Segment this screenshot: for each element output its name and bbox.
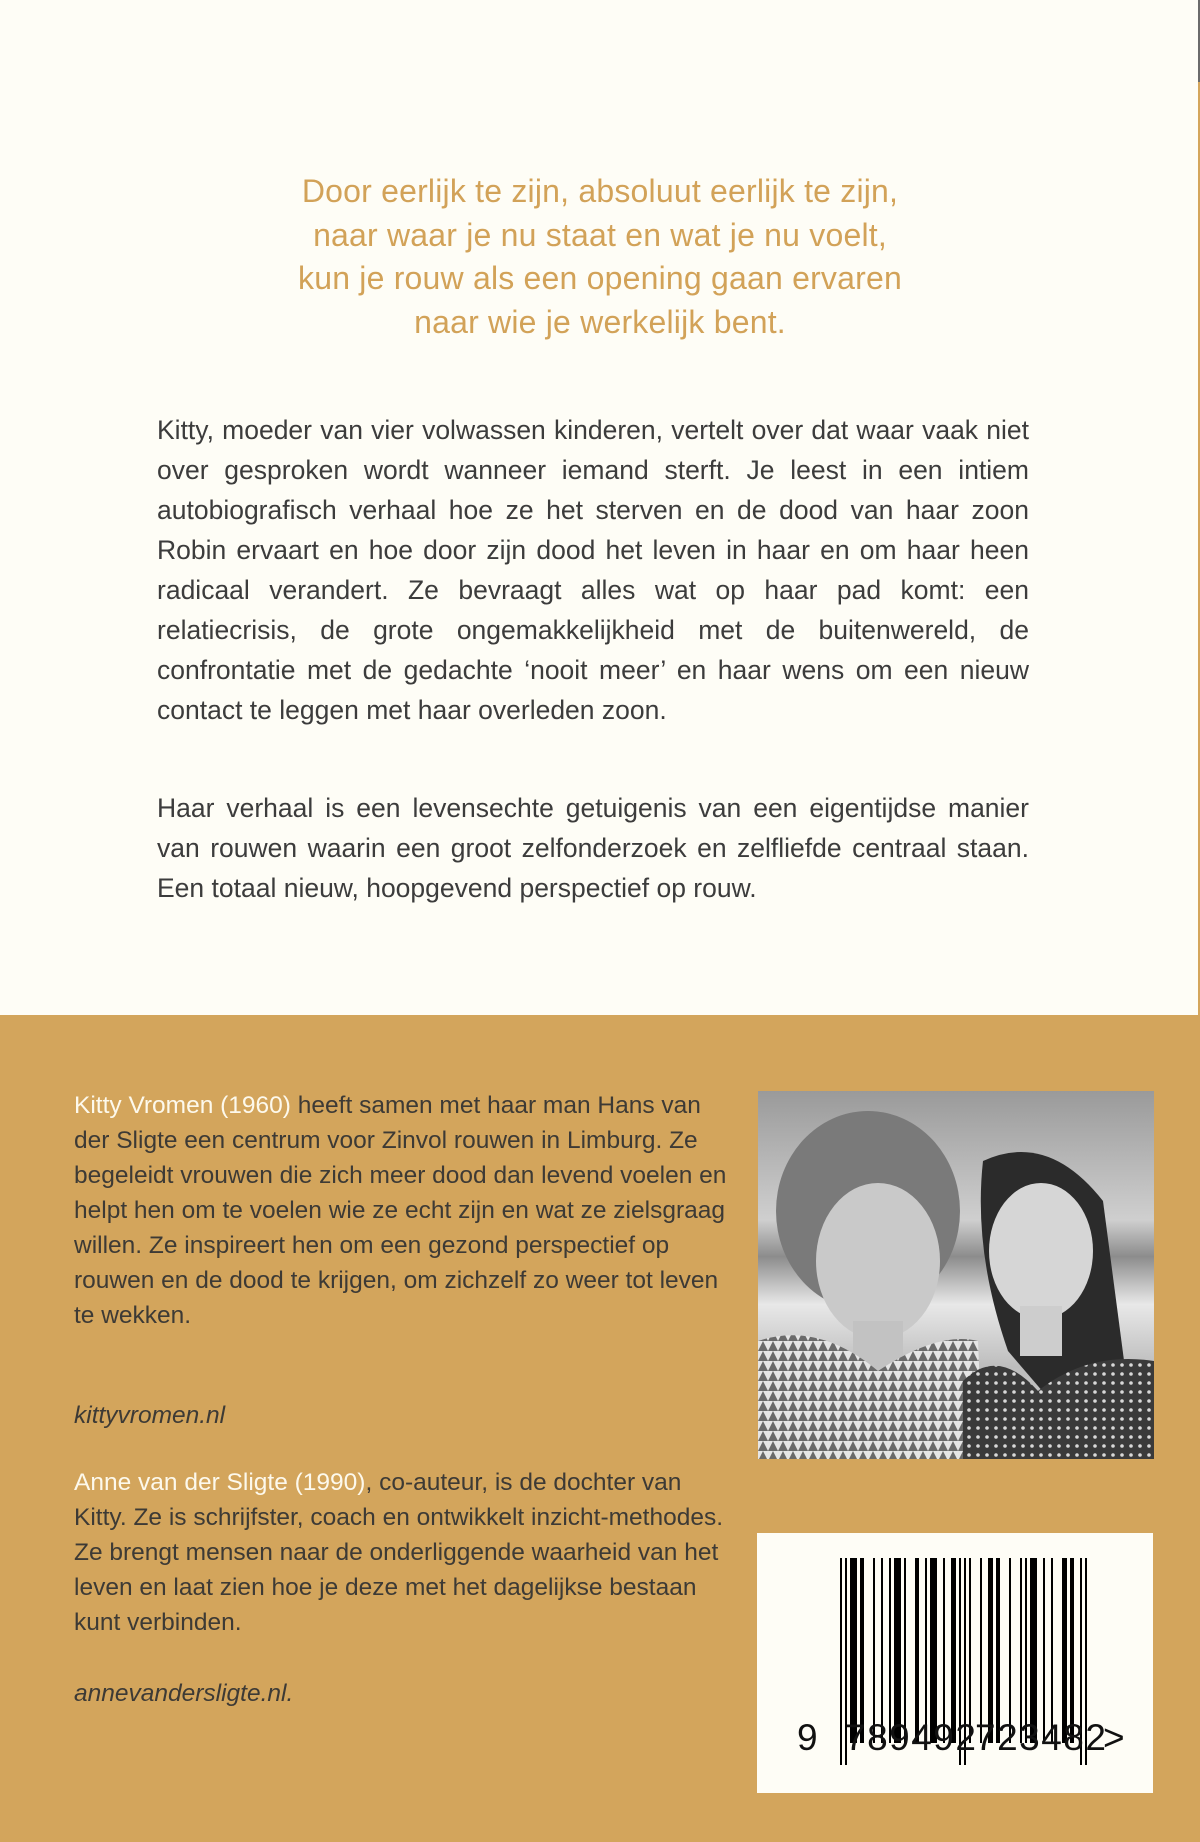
- isbn-lead-digit: 9: [797, 1717, 820, 1758]
- portrait-image: [758, 1091, 1154, 1459]
- quote-line: naar wie je werkelijk bent.: [414, 303, 786, 340]
- quote-line: kun je rouw als een opening gaan ervaren: [298, 260, 902, 296]
- author-bio-text: heeft samen met haar man Hans van der Sligte een centrum voor Zinvol rouwen in Limburg. Ze begeleidt vrouwen die zich meer dood dan levend voelen en helpt hen om te voelen wie ze echt zijn en wat ze zielsgraag willen. Ze inspireert hen om een gezond perspectief op rouwen en de dood te krijgen, om zichzelf zo weer tot leven te wekken.: [74, 1092, 727, 1329]
- author-bio-kitty: [74, 1088, 734, 1333]
- author-website-link: annevandersligte.nl.: [74, 1680, 294, 1707]
- quote-line: naar waar je nu staat en wat je nu voelt,: [313, 216, 887, 253]
- author-website-link: kittyvromen.nl: [74, 1402, 226, 1429]
- isbn-group-1: 789492: [845, 1717, 978, 1758]
- author-bio-anne: [74, 1465, 734, 1640]
- blurb-paragraph-2: Haar verhaal is een levensechte getuigenis van een eigentijdse manier van rouwen waarin een groot zelfonderzoek en zelfliefde centraal staan. Een totaal nieuw, hoopgevend perspectief op rouw.: [157, 793, 1029, 903]
- quote-line: Door eerlijk te zijn, absoluut eerlijk te zijn,: [301, 173, 899, 209]
- author-bio-text: , co-auteur, is de dochter van Kitty. Ze is schrijfster, coach en ontwikkelt inzicht-methodes. Ze brengt mensen naar de onderliggende waarheid van het leven en laat zien hoe je deze met het dagelijkse bestaan kunt verbinden.: [74, 1469, 724, 1636]
- blurb-paragraph-1: Kitty, moeder van vier volwassen kinderen, vertelt over dat waar vaak niet over gesproken wordt wanneer iemand sterft. Je leest in een intiem autobiografisch verhaal hoe ze het sterven en de dood van haar zoon Robin ervaart en hoe door zijn dood het leven in haar en om haar heen radicaal verandert. Ze bevraagt alles wat op haar pad komt: een relatiecrisis, de grote ongemakkelijkheid met de buitenwereld, de confrontatie met de gedachte ‘nooit meer’ en haar wens om een nieuw contact te leggen met haar overleden zoon.: [157, 415, 1029, 725]
- author-name: Anne van der Sligte (1990): [74, 1469, 366, 1496]
- isbn-barcode: [757, 1533, 1153, 1793]
- author-photo: [758, 1091, 1154, 1459]
- pull-quote: [200, 170, 1000, 344]
- barcode-bars: [840, 1558, 1106, 1743]
- quiet-zone-arrow-icon: >: [1103, 1717, 1127, 1758]
- author-name: Kitty Vromen (1960): [74, 1092, 291, 1119]
- isbn-group-2: 723482: [975, 1717, 1108, 1758]
